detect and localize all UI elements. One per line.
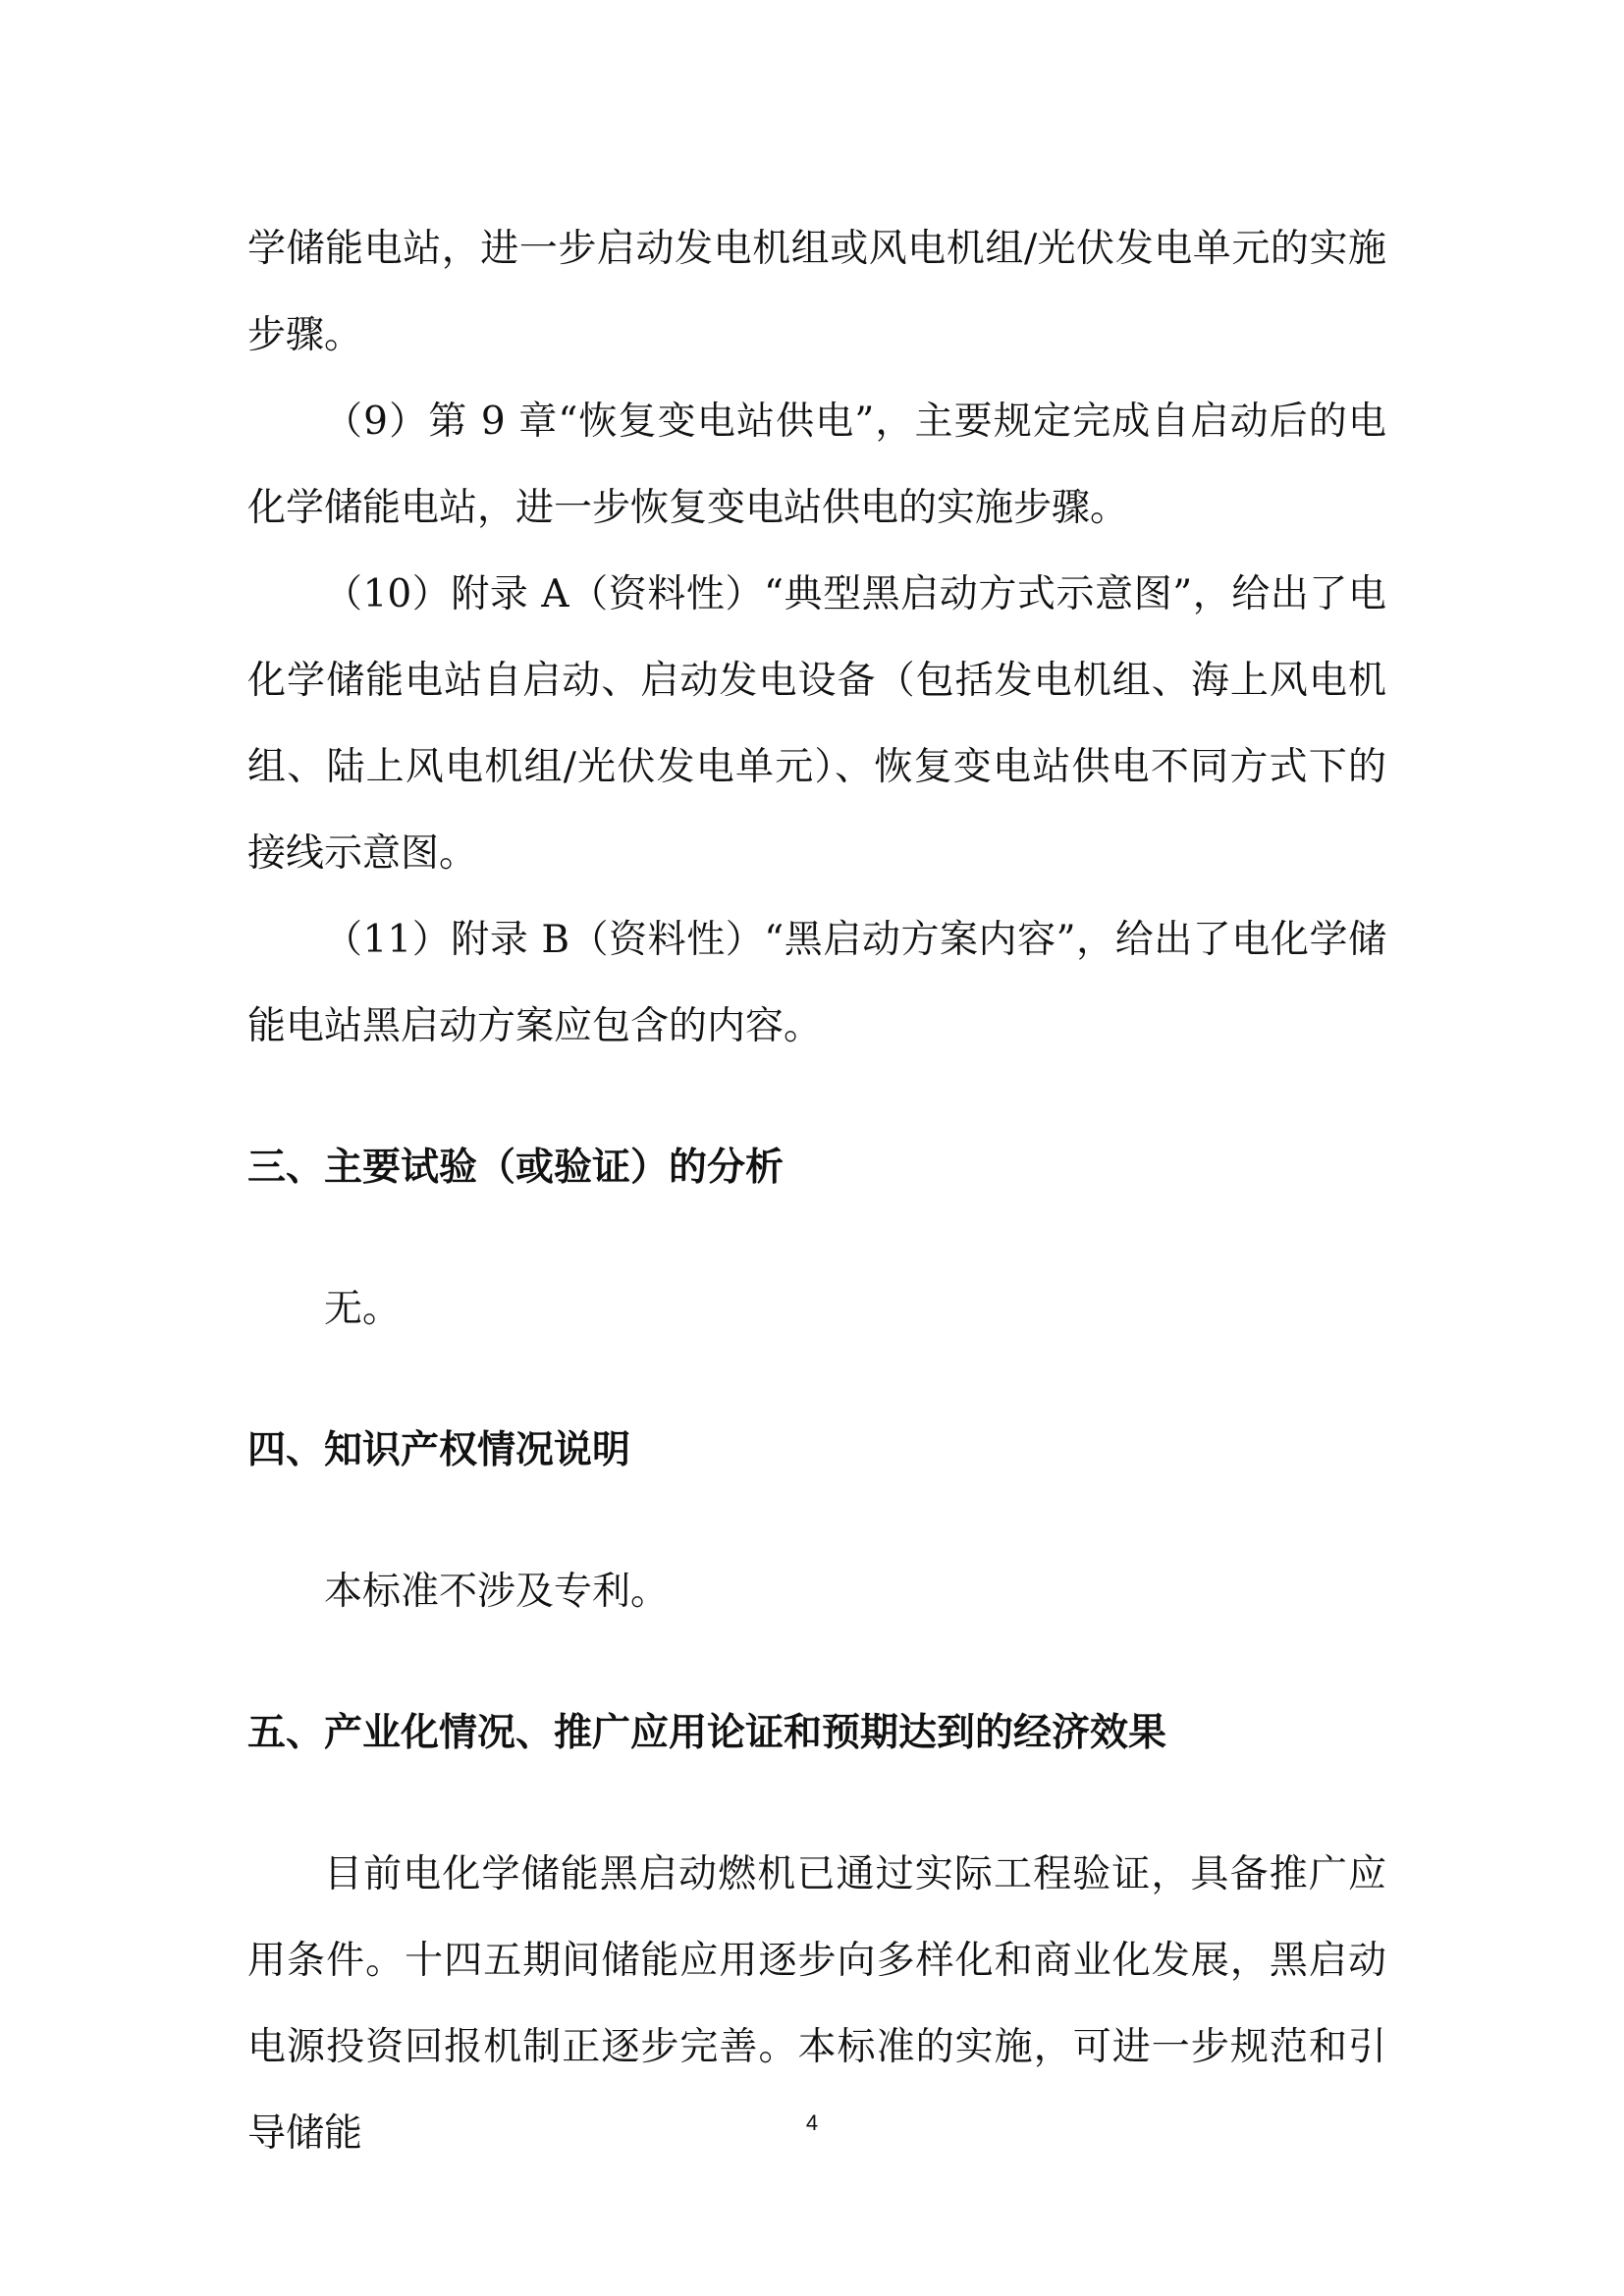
document-body	[247, 206, 1386, 2177]
page-number: 4	[805, 2110, 819, 2135]
paragraph-continuation: 学储能电站，进一步启动发电机组或风电机组/光伏发电单元的实施步骤。	[247, 227, 1386, 357]
paragraph-chapter-9: （9）第 9 章“恢复变电站供电”，主要规定完成自启动后的电化学储能电站，进一步恢复变电站供电的实施步骤。	[247, 400, 1386, 530]
section-heading-5: 五、产业化情况、推广应用论证和预期达到的经济效果	[247, 1711, 1167, 1755]
paragraph-appendix-a: （10）附录 A（资料性）“典型黑启动方式示意图”，给出了电化学储能电站自启动、启动发电设备（包括发电机组、海上风电机组、陆上风电机组/光伏发电单元）、恢复变电站供电不同方式下的接线示意图。	[247, 572, 1386, 876]
section-body-4: 本标准不涉及专利。	[324, 1570, 670, 1614]
section-body-5: 目前电化学储能黑启动燃机已通过实际工程验证，具备推广应用条件。十四五期间储能应用逐步向多样化和商业化发展，黑启动电源投资回报机制正逐步完善。本标准的实施，可进一步规范和引导储能	[247, 1852, 1386, 2156]
section-heading-4: 四、知识产权情况说明	[247, 1428, 631, 1472]
section-heading-3: 三、主要试验（或验证）的分析	[247, 1146, 785, 1190]
section-body-3: 无。	[324, 1287, 402, 1331]
paragraph-appendix-b: （11）附录 B（资料性）“黑启动方案内容”，给出了电化学储能电站黑启动方案应包含的内容。	[247, 918, 1386, 1048]
